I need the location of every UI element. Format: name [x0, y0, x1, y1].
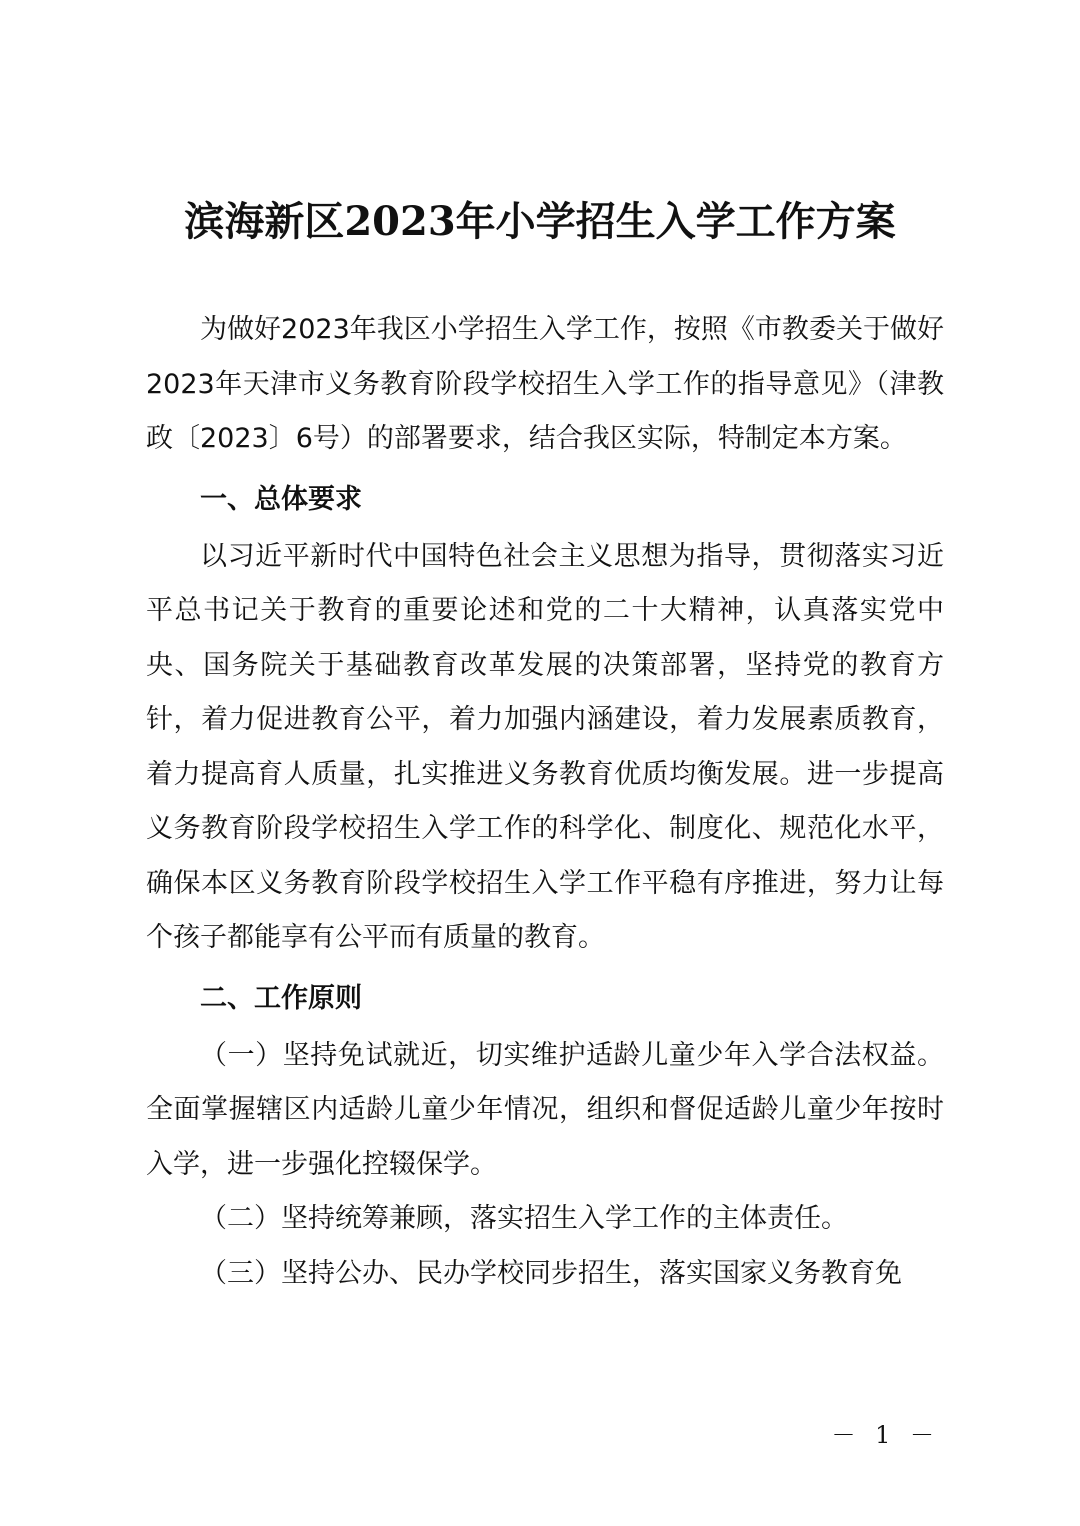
page-number: － 1 － [831, 1421, 940, 1449]
principle-item-1: （一）坚持免试就近，切实维护适龄儿童少年入学合法权益。全面掌握辖区内适龄儿童少年情况，组织和督促适龄儿童少年按时入学，进一步强化控辍保学。 [146, 1039, 944, 1180]
document-title: 滨海新区2023年小学招生入学工作方案 [184, 198, 896, 245]
section-heading-2: 二、工作原则 [200, 982, 362, 1014]
principle-item-3: （三）坚持公办、民办学校同步招生，落实国家义务教育免 [200, 1257, 902, 1289]
section-heading-1: 一、总体要求 [200, 483, 362, 515]
document-body [146, 303, 944, 1301]
principle-item-2: （二）坚持统筹兼顾，落实招生入学工作的主体责任。 [200, 1203, 848, 1234]
section1-paragraph: 以习近平新时代中国特色社会主义思想为指导，贯彻落实习近平总书记关于教育的重要论述和党的二十大精神，认真落实党中央、国务院关于基础教育改革发展的决策部署，坚持党的教育方针，着力促进教育公平，着力加强内涵建设，着力发展素质教育，着力提高育人质量，扎实推进义务教育优质均衡发展。进一步提高义务教育阶段学校招生入学工作的科学化、制度化、规范化水平，确保本区义务教育阶段学校招生入学工作平稳有序推进，努力让每个孩子都能享有公平而有质量的教育。 [146, 540, 944, 953]
intro-paragraph: 为做好2023年我区小学招生入学工作，按照《市教委关于做好2023年天津市义务教育阶段学校招生入学工作的指导意见》（津教政〔2023〕6号）的部署要求，结合我区实际，特制定本方案。 [146, 314, 944, 454]
